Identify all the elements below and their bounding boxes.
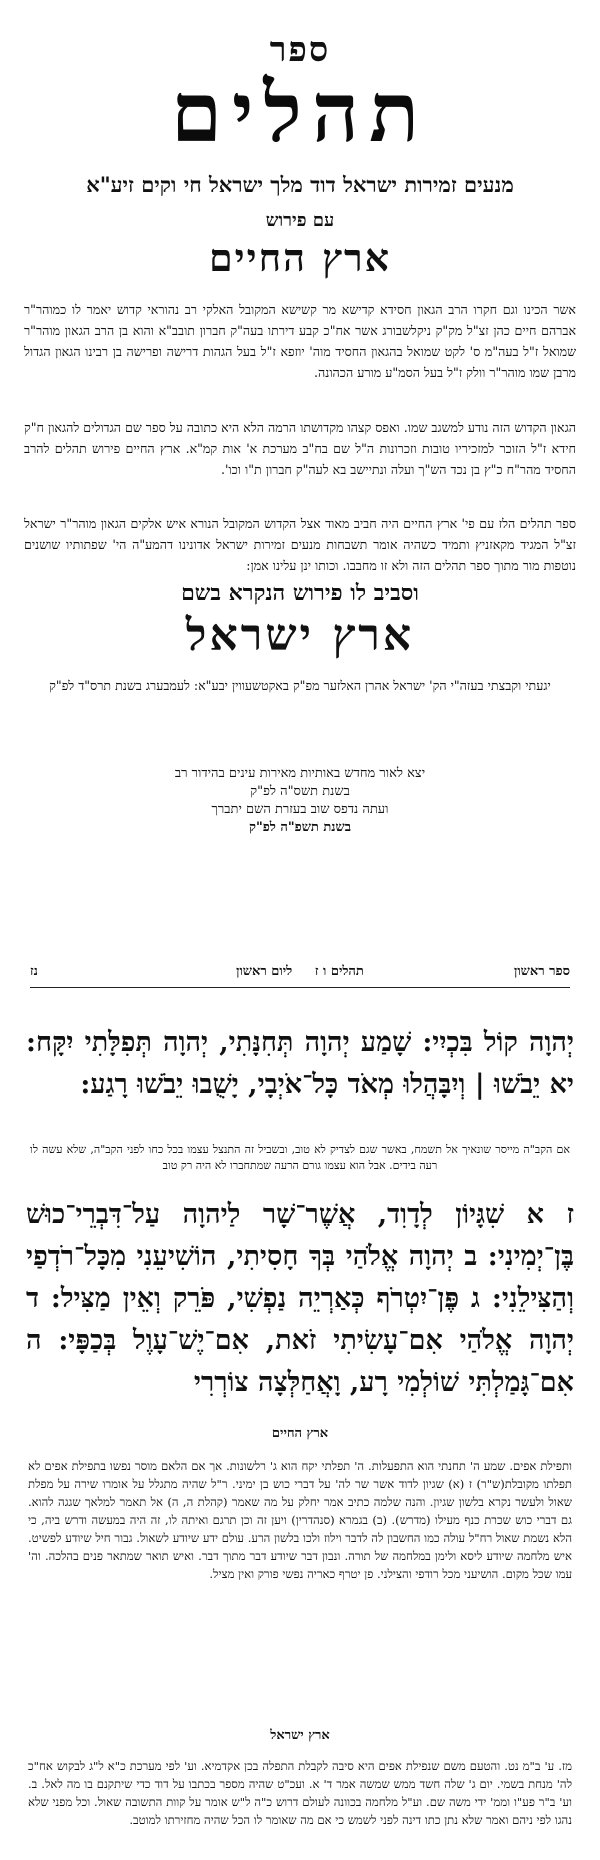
header-book-section: ספר ראשון (514, 964, 570, 979)
psalm-7-verses: ז א שִׁגָּיוֹן לְדָוִד, אֲשֶׁר־שָׁר לַיהוָה עַל־דִּבְרֵי־כוּשׁ בֶּן־יְמִינִי: ב יְהוָה אֱלֹהַי בְּךָ חָסִיתִי, הוֹשִׁיעֵנִי מִכָּל־רֹדְפַי וְהַצִּילֵנִי: ג פֶּן־יִטְרֹף כְּאַרְיֵה נַפְשִׁי, פֹּרֵק וְאֵין מַצִּיל: ד יְהוָה אֱלֹהַי אִם־עָשִׂיתִי זֹאת, אִם־יֶשׁ־עָוֶל בְּכַפָּי: ה אִם־גָּמַלְתִּי שׁוֹלְמִי רָע, וָאֲחַלְּצָה צוֹרְרִי (26, 1199, 574, 1398)
psalm-6-closing-verses: יְהוָה קוֹל בִּכְיִי: שָׁמַע יְהוָה תְּחִנָּתִי, יְהוָה תְּפִלָּתִי יִקָּח: יא יֵבֹשׁוּ | וְיִבָּהֲלוּ מְאֹד כָּל־אֹיְבָי, יָשֻׁבוּ יֵבֹשׁוּ רָגַע: (26, 1027, 574, 1100)
intro-paragraph-approbation: הגאון הקדוש הזה נודע למשגב שמו. ואפס קצהו מקדושתו הרמה הלא היא כתובה על ספר שם הגדולים להגאון ח"ק חידא ז"ל הזוכר למזכיריו טובות וזכרונות ה"ל שם בח"ב מערכת א' אות קמ"א. ארץ החיים פירוש תהלים להרב החסיד מהר"ח כ"ץ בן נכד הש"ך ועלה ונתיישב בא לעה"ק חברון ת"ו וכו'. (24, 419, 576, 477)
page-number: נז (30, 964, 38, 979)
publication-line: בשנת תשפ"ה לפ"ק (248, 820, 351, 835)
header-chapter-day (220, 963, 380, 979)
header-day: ליום ראשון (236, 964, 293, 979)
publication-line: בשנת תשס"ה לפ"ק (250, 784, 350, 799)
intro-paragraph-kozhnitz: ספר תהלים הלז עם פי' ארץ החיים היה חביב מאוד אצל הקדוש המקובל הנורא איש אלקים הגאון מוהר"ר ישראל זצ"ל המגיד מקאזניץ ותמיד כשהיה אומר תשבחות מנעים זמירות ישראל אדונינו דהמע"ה הי' שפתותיו שושנים נוטפות מור מתוך ספר תהלים הזה ולא זו מחבבו. וכותו ינן עלינו אמן: (24, 515, 576, 573)
commentary-title-eretz-hachaim: ארץ החיים (208, 235, 392, 280)
publication-info (100, 765, 500, 837)
sefer-label: ספר (269, 30, 331, 70)
intro-paragraph-author: אשר הכינו וגם חקרו הרב הגאון חסידא קדישא מר קשישא המקובל האלקי רב נהוראי קדוש יאמר לו כמוהר"ר אברהם חיים כהן זצ"ל מק"ק ניקלשבורג אשר אח"כ קבע דירתו בעה"ק חברון תובב"א והוא בן הרב הגאון מוהר"ר שמואל ז"ל בעה"מ ס' לקט שמואל בהגאון החסיד מוה' יוזפא ז"ל בעל הגהות דרישה ופרישה בן רבינו הגאון הגדול מרבן שמו מוהר"ר וולק ז"ל בעל הסמ"ע מורע הכהונה. (24, 301, 576, 380)
publication-line: ועתה נדפס שוב בעזרת השם יתברך (211, 802, 389, 817)
psalm-page (0, 945, 600, 1860)
with-commentary-label: עם פירוש (265, 210, 335, 231)
book-subtitle: מנעים זמירות ישראל דוד מלך ישראל חי וקים זיע"א (86, 172, 514, 197)
header-divider (30, 987, 570, 988)
header-chapter: תהלים ו ז (314, 964, 364, 979)
commentary-heading-eretz-hachaim: ארץ החיים (271, 1426, 329, 1441)
commentary-eretz-hachaim: ותפילת אפים. שמע ה' תחנתי הוא התפעלות. ה' תפלתי יקח הוא ג' רלשונות. אך אם הלאם מוסר נפשו בתפילת אפים לא תפלתו מקובלת(ש"ר) ז (א) שגיון לדוד אשר שר לה' על דברי כוש בן ימיני. ר"ל שהיה מתגלל על אומרו שירה על מפלת שאול ולעשר נקרא בלשון שגיון. והנה שלמה כתיב אמר יחלק על מה שאמר (קהלת ה, ה) אל תאמר למלאך שגגה להוא. גם דברי כוש שכרת כנף מעילו (מדרש). (ב) בגמרא (סנהדרין) ויען זה וכן תרגם ואיתה לו, זה היה במעשה ודרש ביה, כי הלא נשמת שאול רח"ל עולה כמו החשבון לה לדבר וילוז ולכו בלשון הרע. עולם ידע שיודע לשאול. גבור חיל שיודע לפשיט. איש מלחמה שיודע ליסא ולימן במלחמה של תורה. ונבון דבר שיודע דבר מתוך דבר. ואיש תואר שמתאר פנים בהלכה. וה' עמו שכל מקום. הושיעני מכל רודפי והצילני. פן יטרף כאריה נפשי פורק ואין מציל. (28, 1458, 572, 1581)
book-title: תהלים (170, 65, 430, 161)
commentary-title-eretz-yisrael: ארץ ישראל (185, 610, 415, 661)
running-header (30, 963, 570, 987)
publication-line: יצא לאור מחדש באותיות מאירות עינים בהידור רב (174, 766, 426, 781)
psalm-6-note: אם הקב"ה מייסר שונאיך אל תשמח, באשר שגם לצדיק לא טוב, ובשביל זה התנצל עצמו בכל כחו לפני הקב"ה, שלא עשה לו רעה בידים. אבל הוא עצמו גורם הרעה שמתחברו לא היה רק טוב (30, 1143, 570, 1172)
commentary-eretz-yisrael: מז. ע' ב"מ נט. והטעם משם שנפילת אפים היא סיבה לקבלת התפלה בכן אקדמיא. וע' לפי מערכת כ"א ל"ג לבקוש אח"כ לה' מנחת בשמי. יום ג' שלה חשד ממש שמשה אמר ד' א. ועכ"ט שהיה מספר בכתבו על דוד כדי שיתקנם בו מה לאל. ב. וע' ב"ר פע"ו וממ' ידי משה שם. וע"ל מלחמה בכוונה לעולם דרוש כ"ה ל"ש אומר על קוות התשובה שאול. וכל מפני שלא נהגו לפי ניהם ואמר שלא נתן כתו דינה לפני לשמש כי אם מה שאומר לו הכל שהיה מחזירתו למוטב. (28, 1758, 572, 1827)
collector-credit: יגעתי וקבצתי בעזה"י הק' ישראל אהרן האלזער מפ"ק באקטשעווין יבע"א: לעמבערג בשנת תרס"ד לפ"ק (49, 678, 551, 693)
surrounding-commentary-label: וסביב לו פירוש הנקרא בשם (181, 580, 419, 606)
commentary-heading-eretz-yisrael: ארץ ישראל (270, 1728, 330, 1743)
